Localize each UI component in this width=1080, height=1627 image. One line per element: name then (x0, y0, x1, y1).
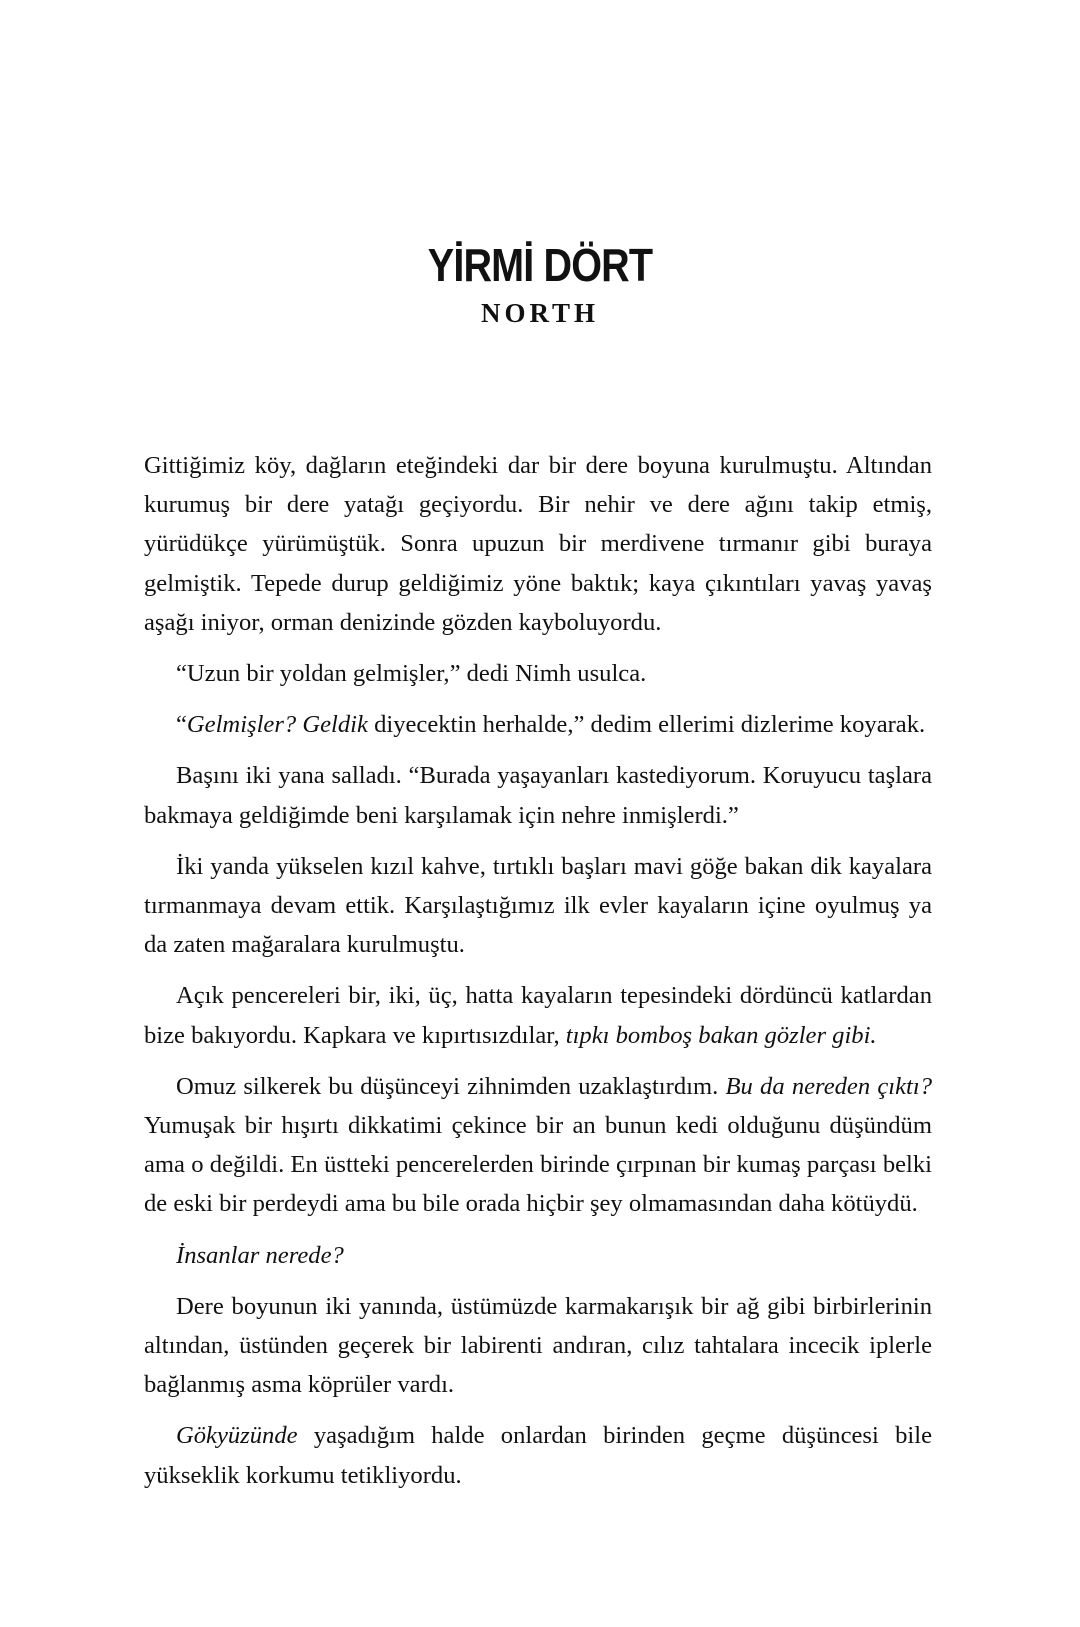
text-run: Omuz silkerek bu düşünceyi zihnimden uzaklaştırdım. (176, 1072, 726, 1100)
text-run: Yumuşak bir hışırtı dikkatimi çekince bir an bunun kedi olduğunu düşündüm ama o değildi. En üstteki pencerelerden birinde çırpınan bir kumaş parçası belki de eski bir perdeydi ama bu bile orada hiçbir şey olmamasından daha kötüydü. (144, 1112, 932, 1218)
italic-text-run: tıpkı bomboş bakan gözler gibi. (565, 1021, 877, 1049)
paragraph (144, 976, 932, 1054)
chapter-body (144, 446, 932, 1507)
paragraph (144, 654, 932, 693)
text-run: İki yanda yükselen kızıl kahve, tırtıklı başları mavi göğe bakan dik kayalara tırmanmaya devam ettik. Karşılaştığımız ilk evler kayaların içine oyulmuş ya da zaten mağaralara kurulmuştu. (144, 852, 932, 959)
paragraph (144, 1236, 932, 1275)
italic-text-run: Gelmişler? (186, 711, 297, 739)
paragraph (144, 1067, 932, 1224)
paragraph (144, 1287, 932, 1405)
text-run: Başını iki yana salladı. “Burada yaşayanları kastediyorum. Koruyucu taşlara bakmaya geldiğimde beni karşılamak için nehre inmişlerdi.” (144, 762, 932, 829)
text-run: Gittiğimiz köy, dağların eteğindeki dar bir dere boyuna kurulmuştu. Altından kurumuş bir dere yatağı geçiyordu. Bir nehir ve dere ağını takip etmiş, yürüdükçe yürümüştük. Sonra upuzun bir merdivene tırmanır gibi buraya gelmiştik. Tepede durup geldiğimiz yöne baktık; kaya çıkıntıları yavaş yavaş aşağı iniyor, orman denizinde gözden kayboluyordu. (144, 452, 932, 636)
italic-text-run: Bu da nereden çıktı? (725, 1072, 932, 1100)
chapter-number-title: YİRMİ DÖRT (427, 239, 653, 291)
text-run: yaşadığım halde onlardan birinden geçme düşüncesi bile yükseklik korkumu tetikliyordu. (144, 1422, 932, 1489)
paragraph (144, 446, 932, 642)
text-run: diyecektin herhalde,” dedim ellerimi dizlerime koyarak. (367, 711, 926, 739)
chapter-name: NORTH (480, 298, 600, 328)
text-run: “Uzun bir yoldan gelmişler,” dedi Nimh usulca. (176, 660, 647, 688)
paragraph (144, 705, 932, 744)
paragraph (144, 756, 932, 834)
paragraph (144, 847, 932, 965)
paragraph (144, 1416, 932, 1494)
text-run: Açık pencereleri bir, iki, üç, hatta kayaların tepesindeki dördüncü katlardan bize bakıyordu. Kapkara ve kıpırtısızdılar, (144, 982, 932, 1049)
text-run: Dere boyunun iki yanında, üstümüzde karmakarışık bir ağ gibi birbirlerinin altından, üstünden geçerek bir labirenti andıran, cılız tahtalara incecik iplerle bağlanmış asma köprüler vardı. (144, 1292, 932, 1399)
italic-text-run: İnsanlar nerede? (176, 1241, 344, 1269)
text-run: “ (176, 711, 187, 739)
italic-text-run: Gökyüzünde (176, 1422, 298, 1450)
italic-text-run: Geldik (302, 711, 368, 739)
